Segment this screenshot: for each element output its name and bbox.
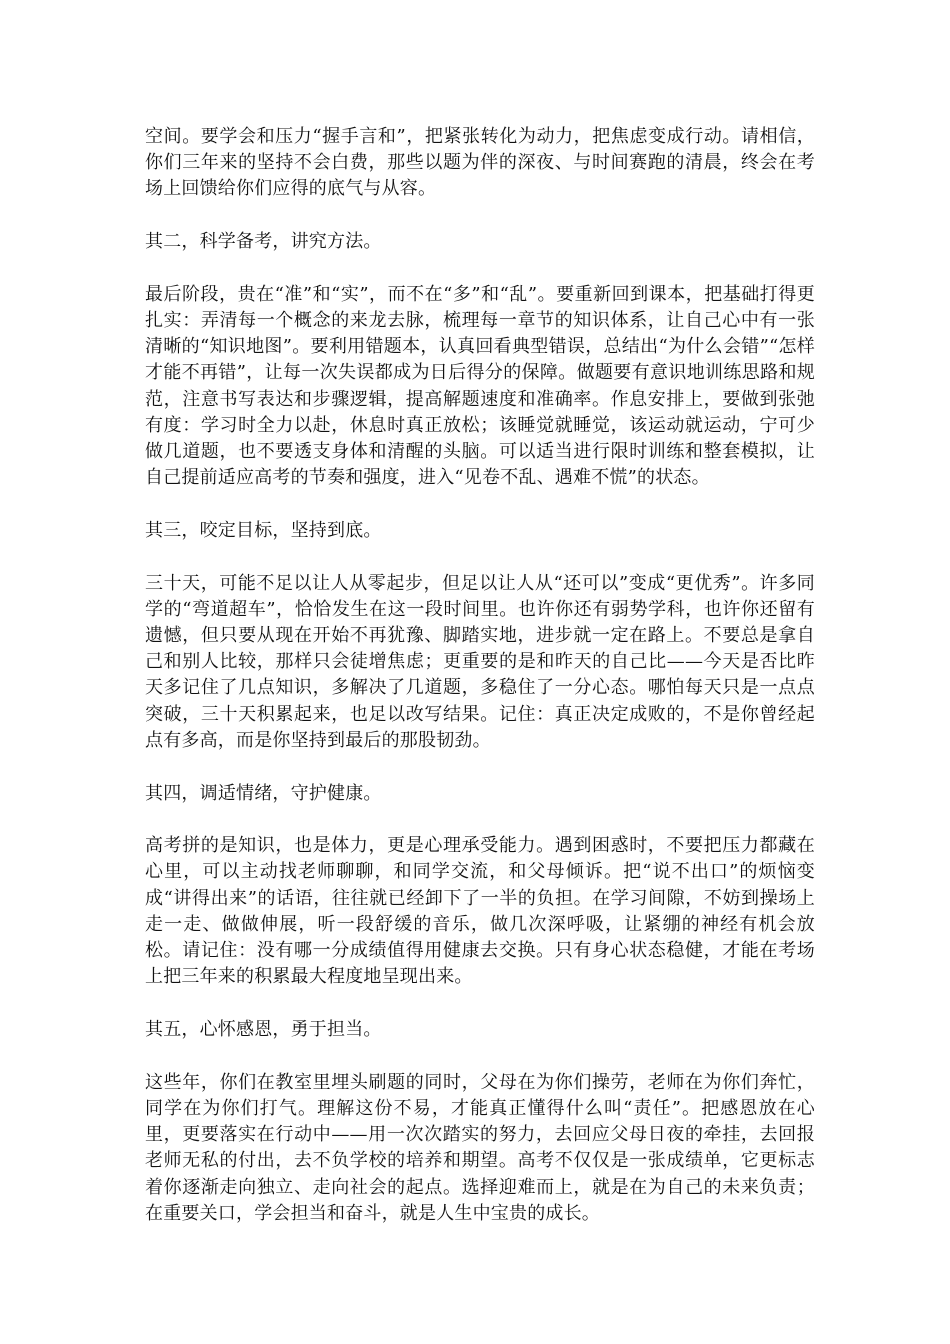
body-paragraph: 空间。要学会和压力“握手言和”，把紧张转化为动力，把焦虑变成行动。请相信，你们三年来的坚持不会白费，那些以题为伴的深夜、与时间赛跑的清晨，终会在考场上回馈给你们应得的底气与从容。	[145, 126, 815, 200]
section-heading: 其五，心怀感恩，勇于担当。	[145, 1018, 382, 1040]
section-heading: 其二，科学备考，讲究方法。	[145, 231, 382, 253]
body-paragraph: 这些年，你们在教室里埋头刷题的同时，父母在为你们操劳，老师在为你们奔忙，同学在为你们打气。理解这份不易，才能真正懂得什么叫“责任”。把感恩放在心里，更要落实在行动中——用一次次踏实的努力，去回应父母日夜的牵挂，去回报老师无私的付出，去不负学校的培养和期望。高考不仅仅是一张成绩单，它更标志着你逐渐走向独立、走向社会的起点。选择迎难而上，就是在为自己的未来负责；在重要关口，学会担当和奋斗，就是人生中宝贵的成长。	[145, 1071, 815, 1224]
body-paragraph: 最后阶段，贵在“准”和“实”，而不在“多”和“乱”。要重新回到课本，把基础打得更扎实：弄清每一个概念的来龙去脉，梳理每一章节的知识体系，让自己心中有一张清晰的“知识地图”。要利用错题本，认真回看典型错误，总结出“为什么会错”“怎样才能不再错”，让每一次失误都成为日后得分的保障。做题要有意识地训练思路和规范，注意书写表达和步骤逻辑，提高解题速度和准确率。作息安排上，要做到张弛有度：学习时全力以赴，休息时真正放松；该睡觉就睡觉，该运动就运动，宁可少做几道题，也不要透支身体和清醒的头脑。可以适当进行限时训练和整套模拟，让自己提前适应高考的节奏和强度，进入“见卷不乱、遇难不慌”的状态。	[145, 283, 815, 489]
body-paragraph: 三十天，可能不足以让人从零起步，但足以让人从“还可以”变成“更优秀”。许多同学的“弯道超车”，恰恰发生在这一段时间里。也许你还有弱势学科，也许你还留有遗憾，但只要从现在开始不再犹豫、脚踏实地，进步就一定在路上。不要总是拿自己和别人比较，那样只会徒增焦虑；更重要的是和昨天的自己比——今天是否比昨天多记住了几点知识，多解决了几道题，多稳住了一分心态。哪怕每天只是一点点突破，三十天积累起来，也足以改写结果。记住：真正决定成败的，不是你曾经起点有多高，而是你坚持到最后的那股韧劲。	[145, 572, 815, 751]
section-heading: 其三，咬定目标，坚持到底。	[145, 519, 382, 541]
document-page	[145, 124, 815, 1253]
body-paragraph: 高考拼的是知识，也是体力，更是心理承受能力。遇到困惑时，不要把压力都藏在心里，可以主动找老师聊聊，和同学交流，和父母倾诉。把“说不出口”的烦恼变成“讲得出来”的话语，往往就已经卸下了一半的负担。在学习间隙，不妨到操场上走一走、做做伸展，听一段舒缓的音乐，做几次深呼吸，让紧绷的神经有机会放松。请记住：没有哪一分成绩值得用健康去交换。只有身心状态稳健，才能在考场上把三年来的积累最大程度地呈现出来。	[145, 835, 815, 988]
section-heading: 其四，调适情绪，守护健康。	[145, 782, 382, 804]
